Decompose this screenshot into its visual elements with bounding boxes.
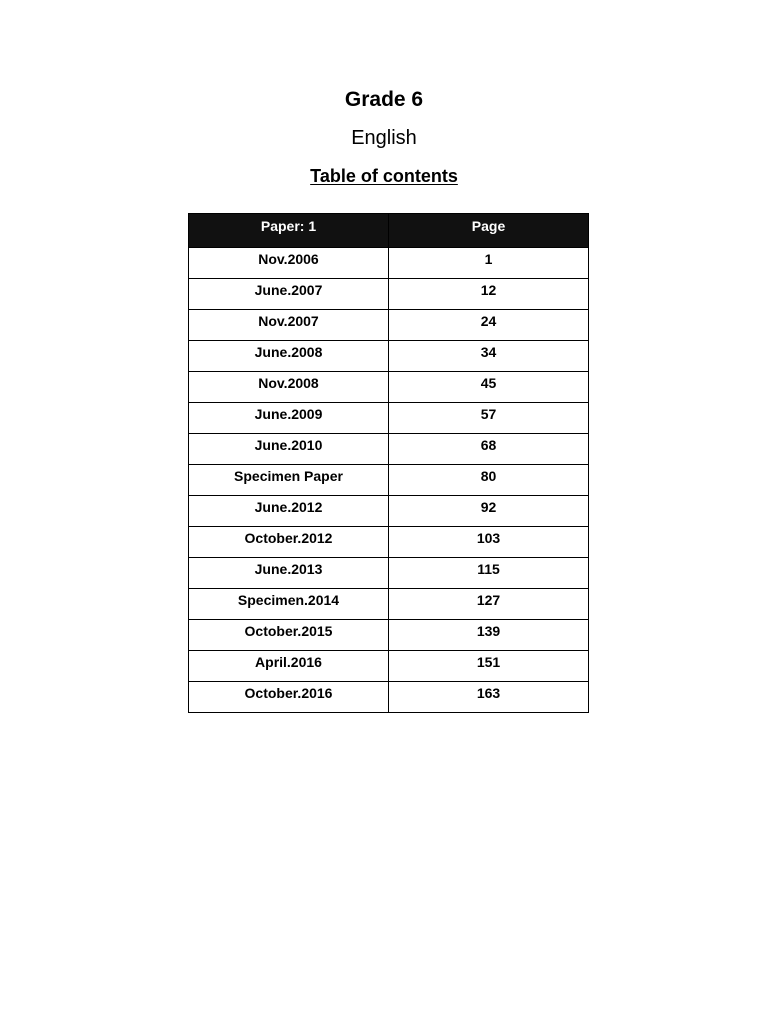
page-cell: 80 <box>389 465 589 496</box>
paper-cell: April.2016 <box>189 651 389 682</box>
table-row <box>189 372 589 403</box>
table-row <box>189 434 589 465</box>
table-row <box>189 620 589 651</box>
page-cell: 45 <box>389 372 589 403</box>
paper-cell: Specimen Paper <box>189 465 389 496</box>
paper-cell: Nov.2008 <box>189 372 389 403</box>
column-header-paper: Paper: 1 <box>189 214 389 248</box>
paper-cell: June.2008 <box>189 341 389 372</box>
paper-cell: June.2009 <box>189 403 389 434</box>
paper-cell: October.2015 <box>189 620 389 651</box>
toc-table <box>188 213 589 713</box>
table-row <box>189 465 589 496</box>
table-row <box>189 496 589 527</box>
grade-title: Grade 6 <box>344 88 424 111</box>
page-cell: 127 <box>389 589 589 620</box>
page-cell: 151 <box>389 651 589 682</box>
table-row <box>189 682 589 713</box>
table-row <box>189 558 589 589</box>
table-row <box>189 527 589 558</box>
page-cell: 34 <box>389 341 589 372</box>
page-cell: 139 <box>389 620 589 651</box>
page-cell: 57 <box>389 403 589 434</box>
table-row <box>189 651 589 682</box>
table-row <box>189 403 589 434</box>
page-cell: 92 <box>389 496 589 527</box>
table-row <box>189 248 589 279</box>
paper-cell: Nov.2007 <box>189 310 389 341</box>
paper-cell: June.2013 <box>189 558 389 589</box>
column-header-page: Page <box>389 214 589 248</box>
table-row <box>189 310 589 341</box>
page-cell: 115 <box>389 558 589 589</box>
paper-cell: June.2007 <box>189 279 389 310</box>
paper-cell: October.2012 <box>189 527 389 558</box>
page-cell: 12 <box>389 279 589 310</box>
paper-cell: Specimen.2014 <box>189 589 389 620</box>
page-cell: 1 <box>389 248 589 279</box>
table-row <box>189 589 589 620</box>
table-header-row <box>189 214 589 248</box>
subject-title: English <box>351 127 417 149</box>
table-row <box>189 341 589 372</box>
paper-cell: October.2016 <box>189 682 389 713</box>
paper-cell: June.2010 <box>189 434 389 465</box>
page-cell: 24 <box>389 310 589 341</box>
page-cell: 103 <box>389 527 589 558</box>
paper-cell: Nov.2006 <box>189 248 389 279</box>
toc-title: Table of contents <box>310 166 458 186</box>
page-cell: 163 <box>389 682 589 713</box>
page-cell: 68 <box>389 434 589 465</box>
paper-cell: June.2012 <box>189 496 389 527</box>
table-row <box>189 279 589 310</box>
